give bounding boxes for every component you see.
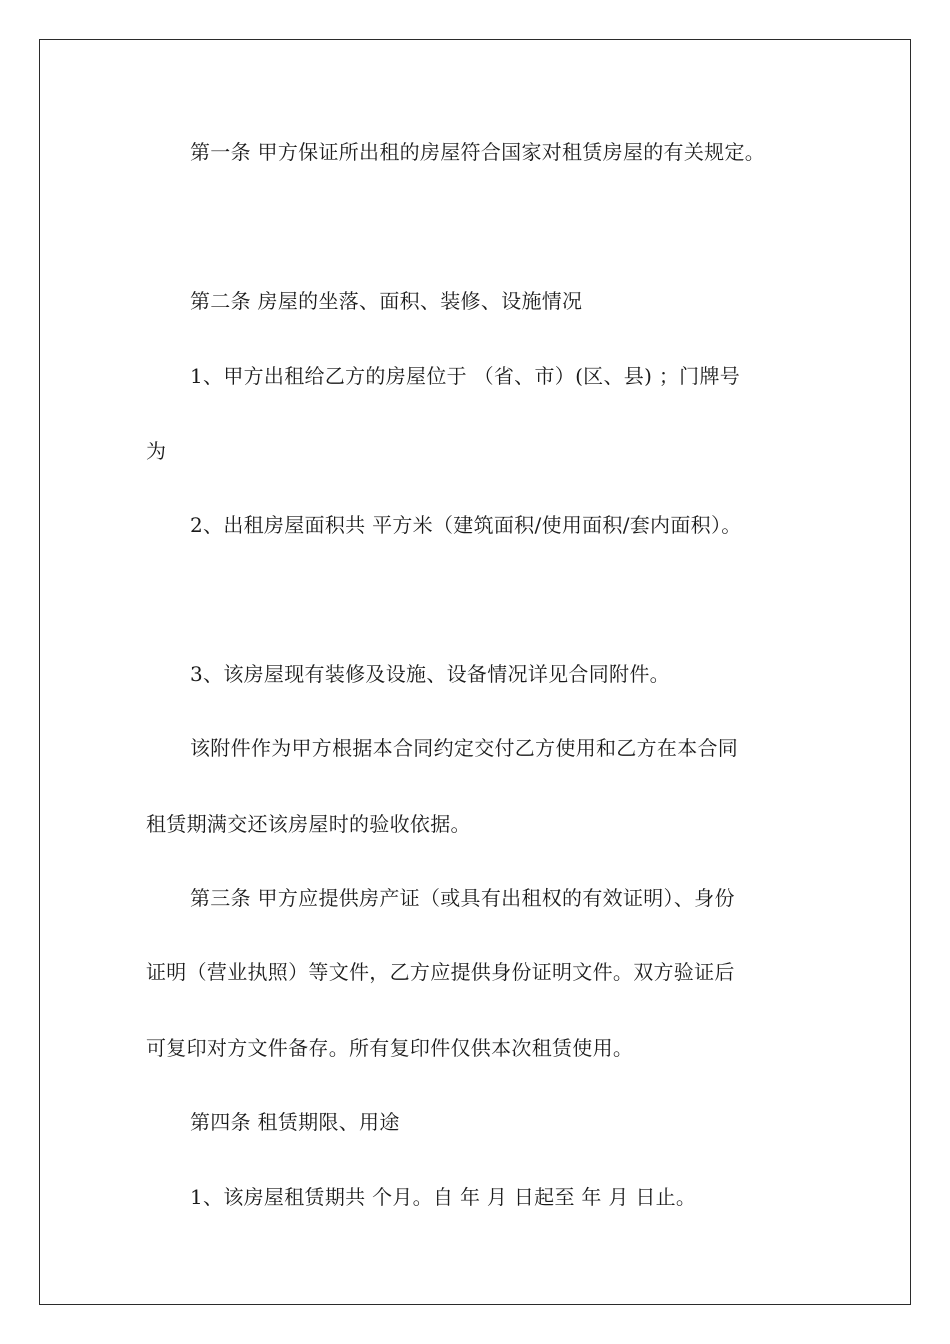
- article-2-heading: 第二条 房屋的坐落、面积、装修、设施情况: [190, 289, 583, 313]
- article-4-heading: 第四条 租赁期限、用途: [190, 1110, 400, 1134]
- article-3-text-continued-2: 可复印对方文件备存。所有复印件仅供本次租赁使用。: [146, 1036, 634, 1060]
- article-2-item-1-continued: 为: [146, 439, 167, 463]
- article-1-text: 第一条 甲方保证所出租的房屋符合国家对租赁房屋的有关规定。: [190, 140, 766, 164]
- article-2-item-3: 3、该房屋现有装修及设施、设备情况详见合同附件。: [190, 662, 670, 686]
- article-2-item-2: 2、出租房屋面积共 平方米（建筑面积/使用面积/套内面积）。: [190, 513, 742, 537]
- article-3-text: 第三条 甲方应提供房产证（或具有出租权的有效证明）、身份: [190, 886, 735, 910]
- article-2-item-1: 1、甲方出租给乙方的房屋位于 （省、市）(区、县) ；门牌号: [190, 364, 741, 388]
- annex-paragraph-continued: 租赁期满交还该房屋时的验收依据。: [146, 812, 471, 836]
- annex-paragraph: 该附件作为甲方根据本合同约定交付乙方使用和乙方在本合同: [190, 736, 739, 760]
- article-3-text-continued-1: 证明（营业执照）等文件，乙方应提供身份证明文件。双方验证后: [146, 960, 735, 984]
- article-4-item-1: 1、该房屋租赁期共 个月。自 年 月 日起至 年 月 日止。: [190, 1185, 697, 1209]
